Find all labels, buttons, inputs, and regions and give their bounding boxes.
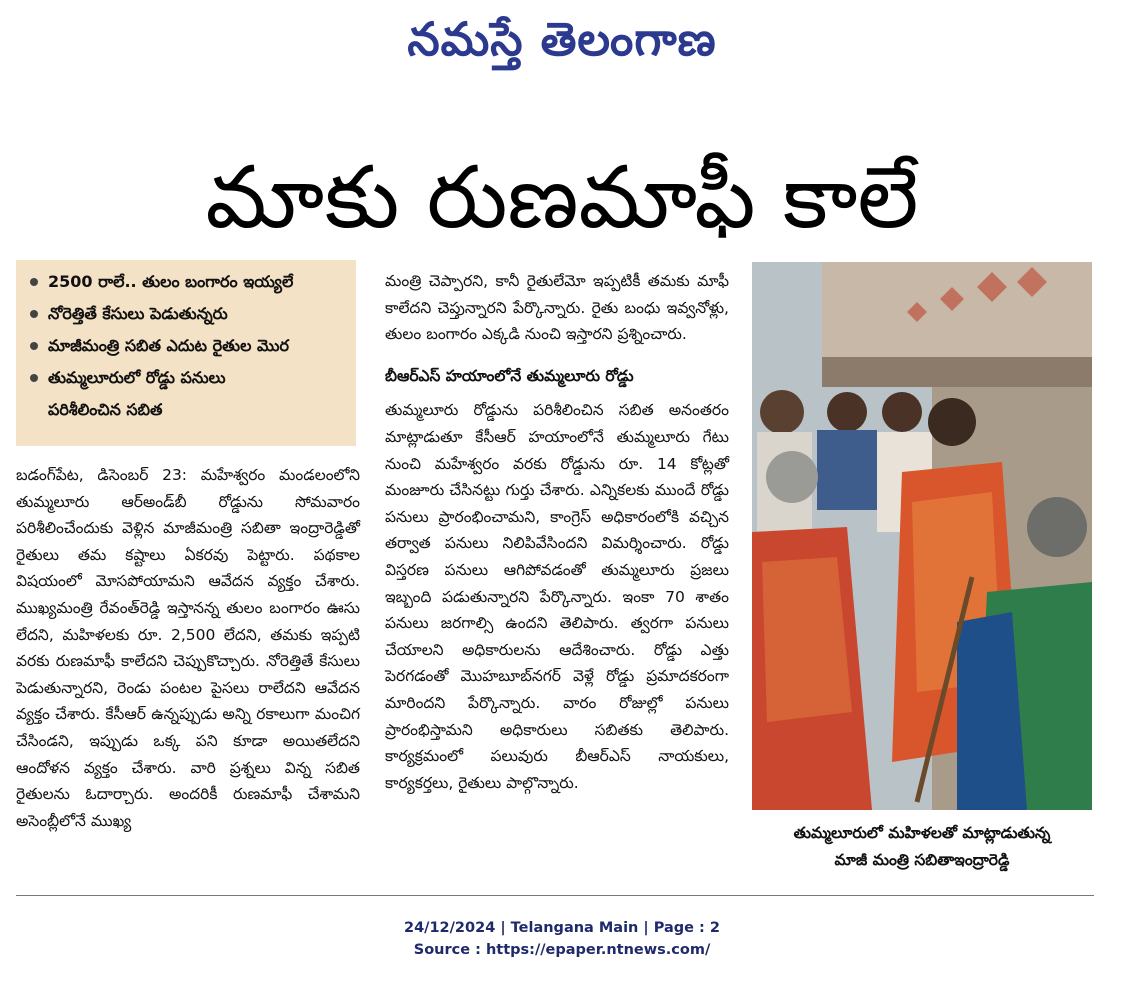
page-footer xyxy=(0,917,1124,961)
bullet-icon xyxy=(30,374,38,382)
highlight-text: మాజీమంత్రి సబిత ఎదుట రైతుల మొర xyxy=(48,336,289,355)
newspaper-masthead: నమస్తే తెలంగాణ xyxy=(407,12,717,66)
bullet-icon xyxy=(30,278,38,286)
highlight-item xyxy=(26,298,350,330)
highlights-box xyxy=(16,260,356,446)
highlight-item xyxy=(26,266,350,298)
article-paragraph: తుమ్మలూరు రోడ్డును పరిశీలించిన సబిత అనంతరం మాట్లాడుతూ కేసీఆర్ హయాంలోనే తుమ్మలూరు గేటు నుంచి మహేశ్వరం వరకు రోడ్డును రూ. 14 కోట్లతో మంజూరు చేసినట్టు గుర్తు చేశారు. ఎన్నికలకు ముందే రోడ్డు పనులు ప్రారంభించామని, కాంగ్రెస్ అధికారంలోకి వచ్చిన తర్వాత పనులు నిలిపివేసిందని విమర్శించారు. రోడ్డు విస్తరణ పనులు ఆగిపోవడంతో తుమ్మలూరు ప్రజలు ఇబ్బంది పడుతున్నారని పేర్కొన్నారు. ఇంకా 70 శాతం పనులు జరగాల్సి ఉందని తెలిపారు. త్వరగా పనులు చేయాలని అధికారులను ఆదేశించారు. రోడ్డు ఎత్తు పెరగడంతో మొహబూబ్‌నగర్ వెళ్లే రోడ్డు ప్రమాదకరంగా మారిందని పేర్కొన్నారు. వారం రోజుల్లో పనులు ప్రారంభిస్తామని అధికారులు సబితకు తెలిపారు. కార్యక్రమంలో పలువురు బీఆర్ఎస్ నాయకులు, కార్యకర్తలు, రైతులు పాల్గొన్నారు. xyxy=(385,401,729,792)
footer-divider xyxy=(16,895,1094,896)
article-column-2 xyxy=(385,268,729,796)
footer-date-edition: 24/12/2024 | Telangana Main | Page : 2 xyxy=(403,920,720,936)
article-headline: మాకు రుణమాఫీ కాలే xyxy=(205,148,919,248)
highlight-item xyxy=(26,362,350,426)
highlight-text: నోరెత్తితే కేసులు పెడుతున్నరు xyxy=(48,304,228,323)
article-paragraph: బడంగ్‌పేట, డిసెంబర్ 23: మహేశ్వరం మండలంలోని తుమ్మలూరు ఆర్అండ్‌బీ రోడ్డును సోమవారం పరిశీలించేందుకు వెళ్లిన మాజీమంత్రి సబితా ఇంద్రారెడ్డితో రైతులు తమ కష్టాలు ఏకరవు పెట్టారు. పథకాల విషయంలో మోసపోయామని ఆవేదన వ్యక్తం చేశారు. ముఖ్యమంత్రి రేవంత్‌రెడ్డి ఇస్తానన్న తులం బంగారం ఊసు లేదని, మహిళలకు రూ. 2,500 లేదని, తమకు ఇప్పటి వరకు రుణమాఫీ కాలేదని చెప్పుకొచ్చారు. నోరెత్తితే కేసులు పెడుతున్నారని, రెండు పంటల పైసలు రాలేదని ఆవేదన వ్యక్తం చేశారు. కేసీఆర్ ఉన్నప్పుడు అన్ని రకాలుగా మంచిగ చేసిండని, ఇప్పుడు ఒక్క పని కూడా అయితలేదని ఆందోళన వ్యక్తం చేశారు. వారి ప్రశ్నలు విన్న సబిత రైతులను ఓదార్చారు. అందరికీ రుణమాఫీ చేశామని అసెంబ్లీలోనే ముఖ్య xyxy=(16,466,360,830)
highlights-list xyxy=(26,266,350,426)
article-subheading: బీఆర్ఎస్ హయాంలోనే తుమ్మలూరు రోడ్డు xyxy=(385,366,634,385)
footer-source-link[interactable]: Source : https://epaper.ntnews.com/ xyxy=(413,942,711,958)
photo-caption: తుమ్మలూరులో మహిళలతో మాట్లాడుతున్న మాజీ మంత్రి సబితాఇంద్రారెడ్డి xyxy=(793,824,1051,869)
article-paragraph: మంత్రి చెప్పారని, కానీ రైతులేమో ఇప్పటికీ తమకు మాఫీ కాలేదని చెప్తున్నారని పేర్కొన్నారు. రైతు బంధు ఇవ్వనోళ్లు, తులం బంగారం ఎక్కడి నుంచి ఇస్తారని ప్రశ్నించారు. xyxy=(385,272,729,344)
bullet-icon xyxy=(30,342,38,350)
highlight-text: 2500 రాలే.. తులం బంగారం ఇయ్యలే xyxy=(48,272,294,291)
highlight-text: తుమ్మలూరులో రోడ్డు పనులు పరిశీలించిన సబిత xyxy=(48,368,226,419)
highlight-item xyxy=(26,330,350,362)
bullet-icon xyxy=(30,310,38,318)
news-photo xyxy=(752,262,1092,810)
article-column-1 xyxy=(16,462,360,834)
